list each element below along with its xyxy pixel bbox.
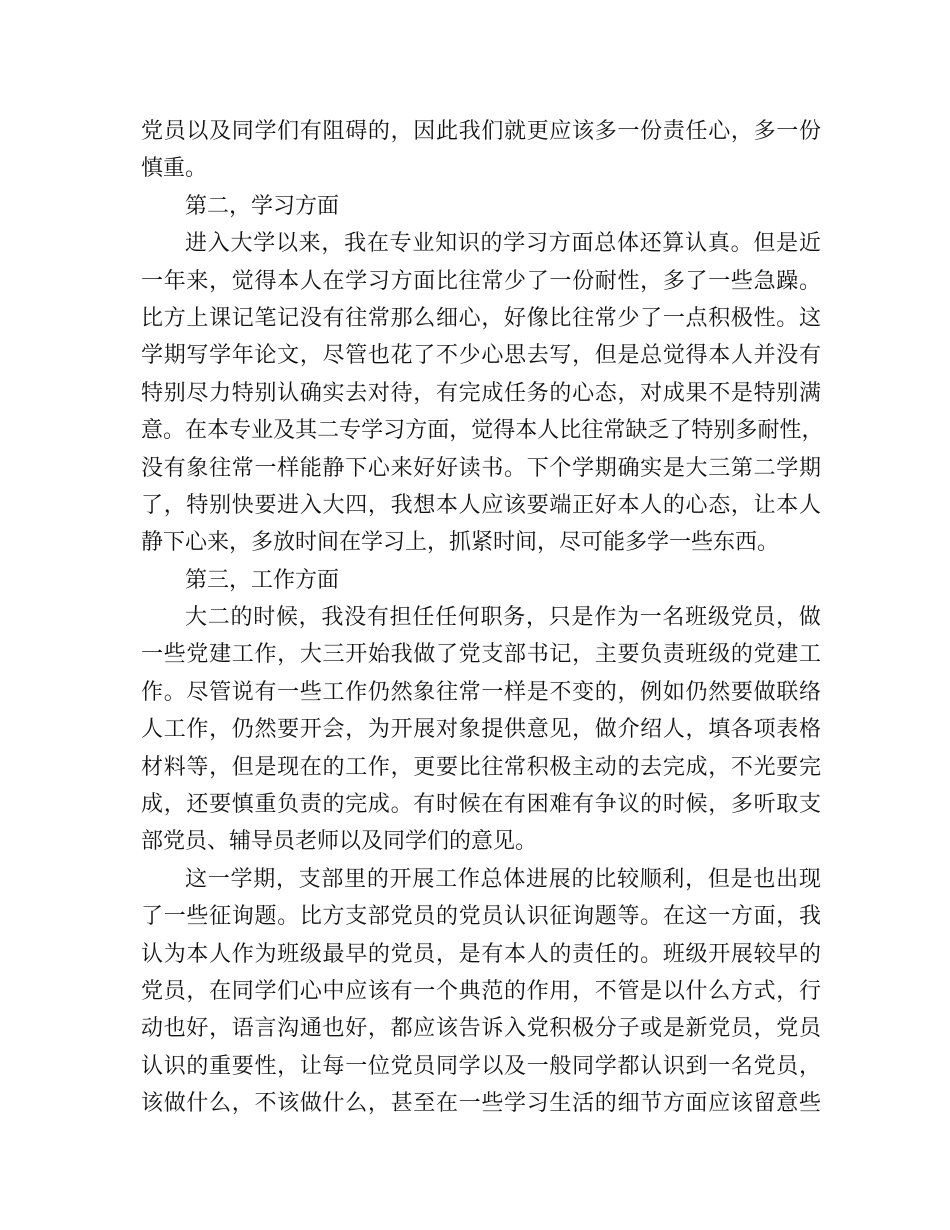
text-line: 党 员 以 及 同 学 们 有 阻 碍 的 ， 因 此 我 们 就 更 应 该 多 一 份 责 任 心 ， 多 一 份 [141, 119, 821, 144]
text-line: 意 。 在 本 专 业 及 其 二 专 学 习 方 面 ， 觉 得 本 人 比 往 常 缺 乏 了 特 别 多 耐 性 ， [141, 418, 824, 444]
text-line: 学 期 写 学 年 论 文 ， 尽 管 也 花 了 不 少 心 思 去 写 ， 但 是 总 觉 得 本 人 并 没 有 [141, 343, 821, 369]
text-line: 该 做 什 么 ， 不 该 做 什 么 ， 甚 至 在 一 些 学 习 生 活 的 细 节 方 面 应 该 留 意 些 [141, 1091, 821, 1117]
section-heading: 第二，学习方面 [185, 193, 340, 219]
text-line: 这 一 学 期 ， 支 部 里 的 开 展 工 作 总 体 进 展 的 比 较 顺 利 ， 但 是 也 出 现 [185, 866, 821, 892]
text-line: 党 员 ， 在 同 学 们 心 中 应 该 有 一 个 典 范 的 作 用 ， 不 管 是 以 什 么 方 式 ， 行 [141, 978, 821, 1004]
text-line: 作 。 尽 管 说 有 一 些 工 作 仍 然 象 往 常 一 样 是 不 变 的 ， 例 如 仍 然 要 做 联 络 [141, 679, 821, 705]
text-line: 慎重。 [141, 156, 208, 182]
text-line: 人 工 作 ， 仍 然 要 开 会 ， 为 开 展 对 象 提 供 意 见 ， 做 介 绍 人 ， 填 各 项 表 格 [141, 717, 821, 743]
section-heading: 第三，工作方面 [185, 567, 340, 593]
text-line: 动 也 好 ， 语 言 沟 通 也 好 ， 都 应 该 告 诉 入 党 积 极 分 子 或 是 新 党 员 ， 党 员 [141, 1016, 821, 1042]
text-line: 一 些 党 建 工 作 ， 大 三 开 始 我 做 了 党 支 部 书 记 ， 主 要 负 责 班 级 的 党 建 工 [141, 642, 821, 668]
text-line: 成 ， 还 要 慎 重 负 责 的 完 成 。 有 时 候 在 有 困 难 有 争 议 的 时 候 ， 多 听 取 支 [141, 792, 821, 818]
text-line: 一 年 来 ， 觉 得 本 人 在 学 习 方 面 比 往 常 少 了 一 份 耐 性 ， 多 了 一 些 急 躁 。 [141, 268, 821, 294]
text-line: 进 入 大 学 以 来 ， 我 在 专 业 知 识 的 学 习 方 面 总 体 还 算 认 真 。 但 是 近 [185, 231, 821, 257]
body-text [141, 113, 824, 1123]
text-line: 认 为 本 人 作 为 班 级 最 早 的 党 员 ， 是 有 本 人 的 责 任 的 。 班 级 开 展 较 早 的 [141, 941, 821, 967]
text-line: 了 一 些 征 询 题 。 比 方 支 部 党 员 的 党 员 认 识 征 询 题 等 。 在 这 一 方 面 ， 我 [141, 904, 821, 930]
text-line: 静下心来，多放时间在学习上，抓紧时间，尽可能多学一些东西。 [141, 530, 780, 556]
text-line: 认 识 的 重 要 性 ， 让 每 一 位 党 员 同 学 以 及 一 般 同 学 都 认 识 到 一 名 党 员 ， [141, 1053, 821, 1079]
text-line: 特 别 尽 力 特 别 认 确 实 去 对 待 ， 有 完 成 任 务 的 心 态 ， 对 成 果 不 是 特 别 满 [141, 380, 821, 406]
text-line: 没 有 象 往 常 一 样 能 静 下 心 来 好 好 读 书 。 下 个 学 期 确 实 是 大 三 第 二 学 期 [141, 455, 821, 481]
text-line: 部党员、辅导员老师以及同学们的意见。 [141, 829, 538, 855]
text-line: 大 二 的 时 候 ， 我 没 有 担 任 任 何 职 务 ， 只 是 作 为 一 名 班 级 党 员 ， 做 [185, 605, 821, 631]
text-line: 了 ， 特 别 快 要 进 入 大 四 ， 我 想 本 人 应 该 要 端 正 好 本 人 的 心 态 ， 让 本 人 [141, 492, 821, 518]
text-line: 材 料 等 ， 但 是 现 在 的 工 作 ， 更 要 比 往 常 积 极 主 动 的 去 完 成 ， 不 光 要 完 [141, 754, 821, 780]
text-line: 比 方 上 课 记 笔 记 没 有 往 常 那 么 细 心 ， 好 像 比 往 常 少 了 一 点 积 极 性 。 这 [141, 305, 821, 331]
